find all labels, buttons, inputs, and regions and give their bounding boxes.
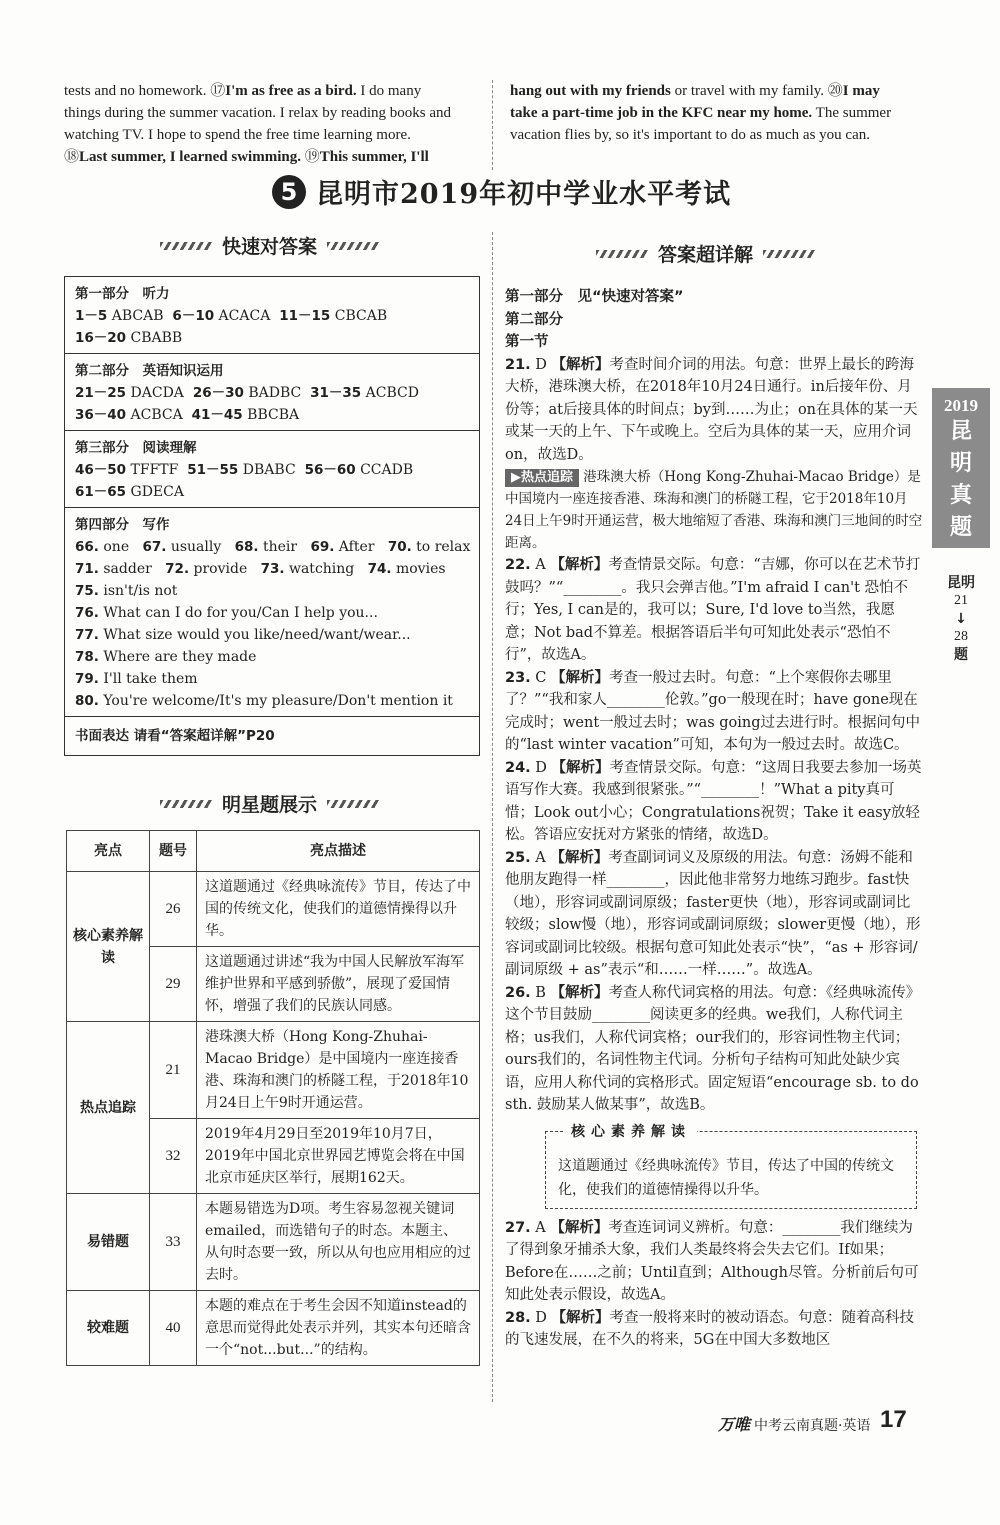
question-range: 67. (142, 539, 167, 555)
answer-value: TFFTF (126, 462, 188, 478)
question-range: 69. (310, 539, 335, 555)
answers-part1-lines (75, 305, 469, 349)
top-divider (492, 80, 493, 170)
answer-item: 23. C 【解析】考查一般过去时。句意：“上个寒假你去哪里了？”“我和家人________伦敦。”go一般现在时；have gone现在完成时；went一般过去时；was going过去进行时。根据问句中的“last winter vacation”可知，本句为一般过去时。故选C。 (505, 668, 921, 753)
answer-item: 22. A 【解析】考查情景交际。句意：“吉娜，你可以在艺术节打鼓吗？”“________。我只会弹吉他。”I'm afraid I can't 恐怕不行；Yes, I can是的，我可以；Sure, I'd love to当然，我愿意；Not bad不算差。根据答语后半句可知此处表示“恐怕不行”，故选A。 (505, 556, 921, 663)
answer-line (75, 668, 469, 690)
core-literacy-box-wrap (545, 1123, 917, 1209)
answer-value: watching (284, 561, 368, 577)
writing-note: 书面表达 请看“答案超详解”P20 (75, 728, 275, 744)
question-range: 6－10 (172, 308, 215, 324)
question-range: 61－65 (75, 484, 127, 500)
hot-topic-note: ▶热点追踪 港珠澳大桥（Hong Kong-Zhuhai-Macao Bridge）是中国境内一座连接香港、珠海和澳门的桥隧工程，它于2018年10月24日上午9时开通运营，极大地缩短了香港、珠海和澳门三地间的时空距离。 (505, 469, 923, 551)
table-header-row (67, 831, 480, 872)
stripe-decoration (763, 250, 815, 258)
question-range: 41－45 (191, 407, 243, 423)
question-range: 56－60 (304, 462, 356, 478)
question-range: 79. (75, 671, 99, 687)
side-range: 昆明 21 ↓ 28 题 (947, 575, 975, 663)
answer-value: ACBCA (126, 407, 192, 423)
question-range: 71. (75, 561, 99, 577)
answer-line (75, 624, 469, 646)
answer-value: provide (189, 561, 261, 577)
question-range: 11－15 (279, 308, 331, 324)
description-cell: 2019年4月29日至2019年10月7日，2019年中国北京世界园艺博览会将在中国北京市延庆区举行，展期162天。 (197, 1119, 480, 1194)
question-range: 76. (75, 605, 99, 621)
answer-value: CCADB (355, 462, 414, 478)
answer-value: Where are they made (98, 649, 257, 665)
side-tab (932, 388, 990, 548)
side-tab-char: 真 (949, 483, 972, 508)
exam-title (272, 172, 731, 211)
description-cell: 这道题通过《经典咏流传》节目，传达了中国的传统文化，使我们的道德情操得以升华。 (197, 872, 480, 947)
side-tab-char: 明 (949, 451, 972, 476)
detailed-answers (505, 286, 923, 1352)
stripe-decoration (327, 242, 379, 250)
table-row (67, 1194, 480, 1291)
answer-value: BBCBA (242, 407, 300, 423)
highlights-heading: 明星题展示 (160, 790, 379, 817)
answers-part2-lines (75, 382, 469, 426)
question-range: 31－35 (310, 385, 362, 401)
side-tab-year: 2019 (944, 396, 978, 415)
stripe-decoration (596, 250, 648, 258)
question-range: 74. (367, 561, 392, 577)
answer-line (75, 646, 469, 668)
table-row (67, 1022, 480, 1119)
answer-line (75, 580, 469, 602)
answer-value: usually (166, 539, 235, 555)
footer-text: 中考云南真题·英语 (754, 1418, 871, 1434)
answer-line (75, 481, 469, 503)
question-range: 16－20 (75, 330, 127, 346)
detailed-part2: 第二部分 (505, 311, 563, 328)
question-range: 73. (260, 561, 285, 577)
question-range: 21－25 (75, 385, 127, 401)
quick-answers-heading: 快速对答案 (160, 232, 379, 259)
question-range: 77. (75, 627, 99, 643)
stripe-decoration (327, 800, 379, 808)
answer-item: 25. A 【解析】考查副词词义及原级的用法。句意：汤姆不能和他朋友跑得一样________，因此他非常努力地练习跑步。fast快（地），形容词或副词原级；faster更快（地），形容词或副词比较级；slow慢（地），形容词或副词原级；slower更慢（地），形容词或副词比较级。根据句意可知此处表示“快”，“as + 形容词/副词原级 + as”表示“和……一样……”。故选A。 (505, 848, 921, 978)
top-passage-left: tests and no homework. ⑰I'm as free as a bird. I do many things during the summer vacation. I relax by reading books and watching TV. I hope to spend the free time learning more. ⑱Last summer, I learned swimming. ⑲This summer, I'll (64, 83, 451, 165)
answer-item: 26. B 【解析】考查人称代词宾格的用法。句意：《经典咏流传》这个节目鼓励________阅读更多的经典。we我们，人称代词主格；us我们，人称代词宾格；our我们的，形容词性物主代词；ours我们的，名词性物主代词。分析句子结构可知此处缺少宾语，应用人称代词的宾格形式。固定短语“encourage sb. to do sth. 鼓励某人做某事”，故选B。 (505, 983, 921, 1113)
answers-part4: 第四部分 写作 66. one 67. usually 68. their 69. After 70. to relax 71. sadder 72. provide 73. watching 74. movies 75. isn't/is not 76. What can I do for you/Can I help you... 77. What size would you like/need/want/wear... 78. Where are they made 79. I'll take them 80. You're welcome/It's my pleasure/Don't mention it (65, 508, 479, 717)
question-range: 51－55 (187, 462, 239, 478)
side-tab-char: 题 (949, 515, 972, 540)
number-cell: 33 (150, 1194, 197, 1291)
description-cell: 港珠澳大桥（Hong Kong-Zhuhai-Macao Bridge）是中国境内一座连接香港、珠海和澳门的桥隧工程，于2018年10月24日上午9时开通运营。 (197, 1022, 480, 1119)
answer-value: movies (391, 561, 446, 577)
header-number: 题号 (150, 831, 197, 872)
hot-topic-label: ▶热点追踪 (505, 469, 579, 487)
answer-value: to relax (411, 539, 471, 555)
detailed-part1: 第一部分 见“快速对答案” (505, 289, 684, 305)
answer-value: DBABC (238, 462, 305, 478)
category-cell: 核心素养解读 (67, 872, 150, 1022)
answer-value: DACDA (126, 385, 193, 401)
table-row (67, 872, 480, 947)
table-row (67, 1291, 480, 1366)
detailed-section1: 第一节 (505, 334, 549, 350)
answer-value: ACACA (214, 308, 280, 324)
page-number: 17 (880, 1406, 907, 1433)
core-literacy-title: 核心素养解读 (565, 1121, 697, 1144)
answers-part3-lines (75, 459, 469, 503)
answer-item: 24. D 【解析】考查情景交际。句意：“这周日我要去参加一场英语写作大赛。我感到很紧张。”“________！”What a pity真可惜；Look out小心；Congratulations祝贺；Take it easy放轻松。答语应安抚对方紧张的情绪，故选D。 (505, 758, 922, 843)
description-cell: 本题易错选为D项。考生容易忽视关键词emailed，而选错句子的时态。本题主、从句时态要一致，所以从句也应用相应的过去时。 (197, 1194, 480, 1291)
answer-item: 27. A 【解析】考查连词词义辨析。句意：________我们继续为了得到象牙捕杀大象，我们人类最终将会失去它们。If如果；Before在……之前；Until直到；Although尽管。分析前后句可知此处表示假设，故选A。 (505, 1218, 919, 1303)
side-tab-char: 昆 (949, 419, 972, 444)
answers-part4-lines (75, 536, 469, 712)
answer-value: What size would you like/need/want/wear... (98, 627, 411, 643)
answer-line (75, 327, 469, 349)
question-range: 66. (75, 539, 99, 555)
exam-title-text: 昆明市2019年初中学业水平考试 (316, 179, 732, 210)
answer-value: After (334, 539, 388, 555)
question-range: 68. (234, 539, 259, 555)
brand-logo: 万唯 (718, 1415, 751, 1434)
exam-number-badge: 5 (272, 175, 306, 209)
answer-value: sadder (98, 561, 166, 577)
answer-value: their (258, 539, 311, 555)
number-cell: 40 (150, 1291, 197, 1366)
answer-line (75, 690, 469, 712)
detailed-heading: 答案超详解 (596, 240, 815, 267)
description-cell: 本题的难点在于考生会因不知道instead的意思而觉得此处表示并列，其实本句还暗含一个“not...but...”的结构。 (197, 1291, 480, 1366)
description-cell: 这道题通过讲述“我为中国人民解放军海军维护世界和平感到骄傲”，展现了爱国情怀，增强了我们的民族认同感。 (197, 947, 480, 1022)
number-cell: 26 (150, 872, 197, 947)
question-range: 26－30 (192, 385, 244, 401)
answer-value: ABCAB (107, 308, 173, 324)
question-range: 80. (75, 693, 99, 709)
answers-part3: 第三部分 阅读理解 46－50 TFFTF 51－55 DBABC 56－60 CCADB 61－65 GDECA (65, 431, 479, 508)
question-range: 70. (387, 539, 412, 555)
footer (718, 1412, 870, 1435)
answer-value: CBABB (126, 330, 183, 346)
stripe-decoration (160, 242, 212, 250)
answer-value: ACBCD (361, 385, 419, 401)
question-range: 1－5 (75, 308, 108, 324)
category-cell: 较难题 (67, 1291, 150, 1366)
header-description: 亮点描述 (197, 831, 480, 872)
question-range: 72. (165, 561, 190, 577)
answer-value: I'll take them (98, 671, 198, 687)
header-highlight: 亮点 (67, 831, 150, 872)
number-cell: 32 (150, 1119, 197, 1194)
question-range: 36－40 (75, 407, 127, 423)
quick-answers-box (64, 276, 480, 756)
answer-value: BADBC (243, 385, 311, 401)
answer-line (75, 536, 469, 558)
answer-line (75, 305, 469, 327)
answers-part1: 第一部分 听力 1－5 ABCAB 6－10 ACACA 11－15 CBCAB 16－20 CBABB (65, 277, 479, 354)
answer-line (75, 404, 469, 426)
core-literacy-box: 这道题通过《经典咏流传》节目，传达了中国的传统文化，使我们的道德情操得以升华。 (545, 1131, 917, 1209)
answer-item: 21. D 【解析】考查时间介词的用法。句意：世界上最长的跨海大桥，港珠澳大桥，在2018年10月24日通行。in后接年份、月份等；at后接具体的时间点；by到……为止；on在具体的某一天或某一天的上午、下午或晚上。空后为具体的某一天，应用介词on，故选D。 (505, 355, 918, 463)
answer-value: one (98, 539, 143, 555)
category-cell: 热点追踪 (67, 1022, 150, 1194)
answer-line (75, 459, 469, 481)
answer-line (75, 558, 469, 580)
stripe-decoration (160, 800, 212, 808)
answer-item: 28. D 【解析】考查一般将来时的被动语态。句意：随着高科技的飞速发展，在不久的将来，5G在中国大多数地区 (505, 1308, 915, 1348)
question-range: 46－50 (75, 462, 127, 478)
answer-value: isn't/is not (98, 583, 178, 599)
answer-value: GDECA (126, 484, 184, 500)
answer-value: CBCAB (330, 308, 388, 324)
column-divider (492, 232, 493, 1402)
number-cell: 29 (150, 947, 197, 1022)
question-range: 78. (75, 649, 99, 665)
answer-value: What can I do for you/Can I help you... (98, 605, 378, 621)
highlights-table (66, 830, 480, 1366)
question-range: 75. (75, 583, 99, 599)
answer-value: You're welcome/It's my pleasure/Don't mention it (98, 693, 453, 709)
answer-line (75, 602, 469, 624)
top-passage-right: hang out with my friends or travel with my family. ⑳I may take a part-time job in the KFC near my home. The summer vacation flies by, so it's important to do as much as you can. (510, 83, 892, 143)
answer-line (75, 382, 469, 404)
category-cell: 易错题 (67, 1194, 150, 1291)
answers-part2: 第二部分 英语知识运用 21－25 DACDA 26－30 BADBC 31－35 ACBCD 36－40 ACBCA 41－45 BBCBA (65, 354, 479, 431)
number-cell: 21 (150, 1022, 197, 1119)
